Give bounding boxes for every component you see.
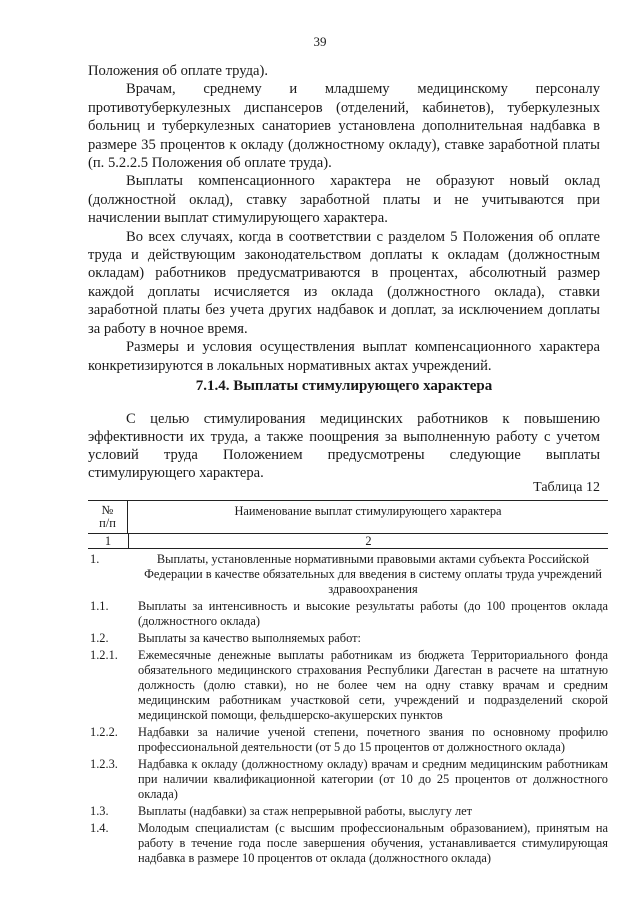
row-number: 1. (90, 552, 100, 566)
row-number: 1.4. (90, 821, 109, 835)
paragraph: Выплаты компенсационного характера не образуют новый оклад (должностной оклад), ставку заработной платы и не учитываются при начислении выплат стимулирующего характера. (88, 173, 600, 227)
row-text: Надбавка к окладу (должностному окладу) врачам и средним медицинским работникам при наличии квалификационной категории (от 10 до 25 процентов от должностного оклада) (138, 757, 608, 801)
row-number: 1.3. (90, 804, 109, 818)
row-text: Выплаты, установленные нормативными правовыми актами субъекта Российской Федерации в качестве обязательных для введения в систему оплаты труда учреждений здравоохранения (144, 552, 602, 596)
section-heading: 7.1.4. Выплаты стимулирующего характера (195, 378, 493, 394)
paragraph: Размеры и условия осуществления выплат компенсационного характера конкретизируются в локальных нормативных актах учреждений. (88, 339, 600, 374)
intro-text (88, 410, 600, 482)
table-caption: Таблица 12 (533, 480, 600, 495)
paragraph: Врачам, среднему и младшему медицинскому персоналу противотуберкулезных диспансеров (отделений, кабинетов), туберкулезных больниц и туберкулезных санаториев установлена дополнительная надбавка в размере 35 процентов к окладу (должностному окладу), ставке заработной платы (п. 5.2.2.5 Положения об оплате труда). (88, 81, 600, 172)
table-row (88, 552, 608, 597)
page-number: 39 (313, 34, 327, 49)
row-number: 1.1. (90, 599, 109, 613)
paragraph: Положения об оплате труда). (88, 63, 269, 79)
row-number: 1.2.3. (90, 757, 118, 771)
header-number-cell (88, 501, 128, 533)
table-row (88, 757, 608, 802)
column-index: 2 (365, 534, 372, 548)
header-number-line: № (101, 503, 114, 517)
header-name-cell: Наименование выплат стимулирующего характера (234, 504, 502, 518)
row-number: 1.2. (90, 631, 109, 645)
column-index-row (88, 534, 608, 549)
row-text: Выплаты за качество выполняемых работ: (138, 631, 361, 645)
row-text: Ежемесячные денежные выплаты работникам из бюджета Территориального фонда обязательного медицинского страхования Республики Дагестан в расчете на штатную должность (долю ставки), но не более чем на одну ставку врачам и средним медицинским работникам участковой сети, учреждений и подразделений скорой медицинской помощи, фельдшерско-акушерских пунктов (138, 648, 608, 722)
table-row (88, 821, 608, 866)
row-text: Выплаты за интенсивность и высокие результаты работы (до 100 процентов оклада (должностного оклада) (138, 599, 608, 628)
table-row (88, 648, 608, 723)
table-header-row (88, 500, 608, 534)
table-body (88, 552, 608, 868)
row-text: Молодым специалистам (с высшим профессиональным образованием), принятым на работу в течение года после завершения обучения, устанавливается стимулирующая надбавка в размере 10 процентов от оклада (должностного оклада) (138, 821, 608, 865)
row-number: 1.2.2. (90, 725, 118, 739)
table-row (88, 599, 608, 629)
column-index: 1 (88, 534, 129, 548)
table-header (88, 500, 608, 548)
row-number: 1.2.1. (90, 648, 118, 662)
row-text: Надбавки за наличие ученой степени, почетного звания по основному профилю профессиональной деятельности (от 5 до 15 процентов от должностного оклада) (138, 725, 608, 754)
row-text: Выплаты (надбавки) за стаж непрерывной работы, выслугу лет (138, 804, 473, 818)
header-number-line: п/п (99, 516, 116, 530)
table-row (88, 725, 608, 755)
table-row (88, 631, 608, 646)
paragraph: Во всех случаях, когда в соответствии с разделом 5 Положения об оплате труда и действующим законодательством доплаты к окладам (должностным окладам) работников предусматриваются в процентах, абсолютный размер каждой доплаты исчисляется из оклада (должностного оклада), ставки заработной платы без учета других надбавок и доплат, за исключением доплаты за работу в ночное время. (88, 228, 600, 337)
table-row (88, 804, 608, 819)
intro-paragraph: С целью стимулирования медицинских работников к повышению эффективности их труда, а также поощрения за выполненную работу с учетом условий труда Положением предусмотрены следующие выплаты стимулирующего характера. (88, 411, 600, 481)
body-text (88, 62, 600, 375)
